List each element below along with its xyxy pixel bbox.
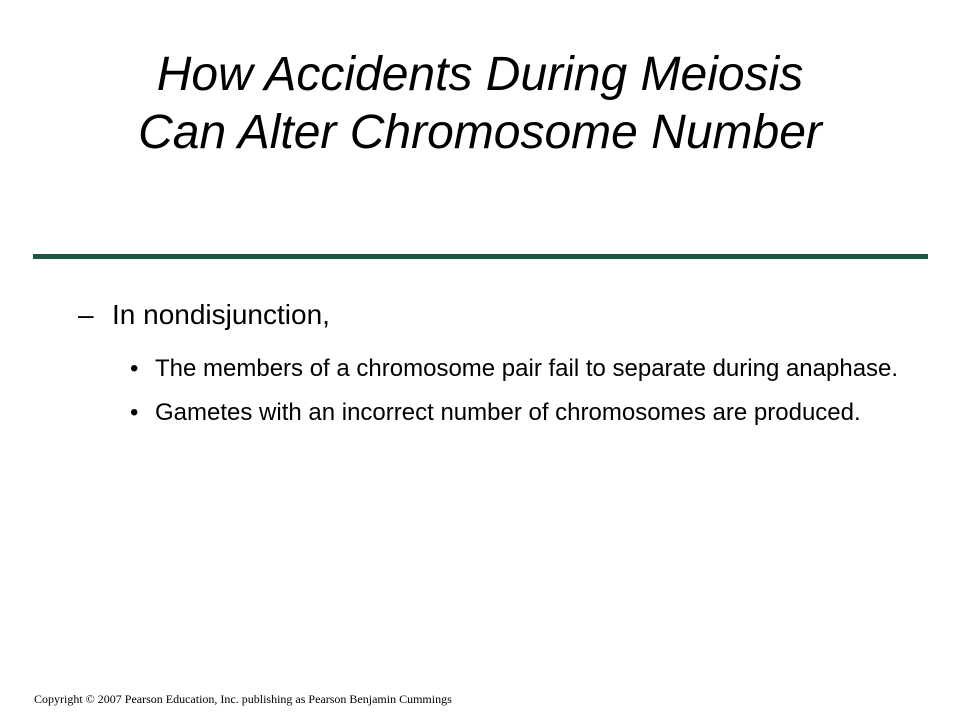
bullet-text: Gametes with an incorrect number of chromosomes are produced. (155, 399, 861, 426)
copyright-footer: Copyright © 2007 Pearson Education, Inc. publishing as Pearson Benjamin Cummings (34, 692, 452, 706)
bullet-item (130, 397, 900, 429)
bullet-text: The members of a chromosome pair fail to separate during anaphase. (155, 355, 899, 382)
bullet-marker: • (130, 355, 139, 382)
title-divider (33, 254, 928, 259)
level1-text: In nondisjunction, (112, 299, 330, 330)
bullet-marker: • (130, 399, 139, 426)
slide-title (30, 46, 930, 162)
level1-item (78, 298, 330, 332)
bullet-list (130, 353, 900, 441)
dash-marker: – (78, 299, 94, 330)
slide-title-line-2: Can Alter Chromosome Number (138, 106, 822, 159)
bullet-item (130, 353, 900, 385)
slide-title-line-1: How Accidents During Meiosis (156, 48, 804, 101)
